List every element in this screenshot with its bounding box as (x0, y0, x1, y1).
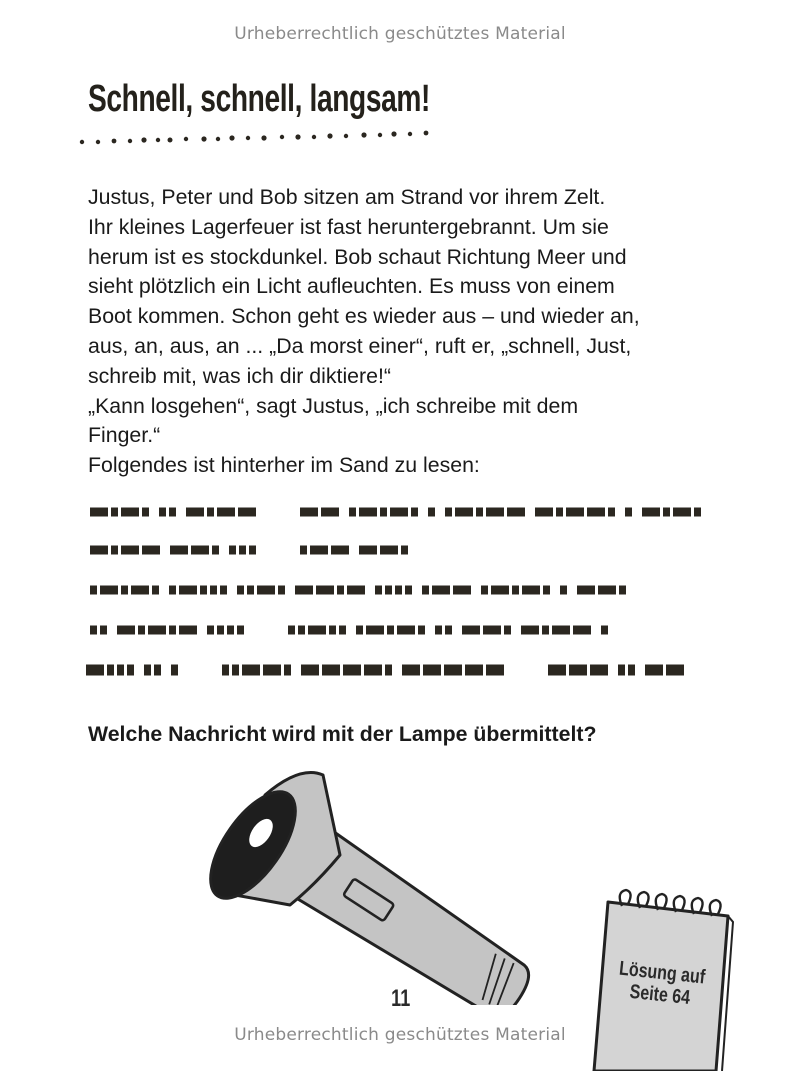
morse-dash (521, 626, 539, 635)
morse-dash (364, 665, 382, 676)
watermark-top: Urheberrechtlich geschütztes Material (234, 24, 566, 44)
morse-dot (169, 626, 176, 635)
story-line: aus, an, aus, an ... „Da morst einer“, ruft er, „schnell, Just, (88, 333, 632, 358)
morse-dot (618, 665, 625, 676)
morse-dot (249, 546, 256, 555)
morse-dot (227, 626, 234, 635)
morse-dash (131, 586, 149, 595)
morse-dot (210, 586, 217, 595)
morse-dot (556, 508, 563, 517)
morse-dash (191, 546, 209, 555)
morse-dash (310, 546, 328, 555)
morse-dash (142, 546, 160, 555)
morse-dash (100, 586, 118, 595)
morse-dash (242, 665, 260, 676)
morse-dash (573, 626, 591, 635)
morse-dot (154, 665, 161, 676)
morse-dot (380, 508, 387, 517)
morse-dot (339, 626, 346, 635)
morse-dot (542, 626, 549, 635)
solution-line: Lösung auf (618, 957, 707, 989)
morse-dash (486, 665, 504, 676)
morse-dash (380, 546, 398, 555)
morse-dash (535, 508, 553, 517)
story-line: sieht plötzlich ein Licht aufleuchten. Es muss von einem (88, 274, 615, 299)
morse-dash (90, 546, 108, 555)
morse-dash (444, 665, 462, 676)
morse-dash (462, 626, 480, 635)
morse-dot (144, 665, 151, 676)
morse-dash (359, 508, 377, 517)
morse-dot (220, 586, 227, 595)
morse-dot (337, 586, 344, 595)
morse-dot (237, 626, 244, 635)
morse-dash (366, 626, 384, 635)
morse-dot (349, 508, 356, 517)
morse-dash (238, 508, 256, 517)
morse-dash (121, 508, 139, 517)
morse-dash (121, 546, 139, 555)
morse-dash (308, 626, 326, 635)
morse-dash (148, 626, 166, 635)
morse-dash (645, 665, 663, 676)
morse-dash (90, 508, 108, 517)
morse-dot (405, 586, 412, 595)
morse-dot (222, 665, 229, 676)
morse-dash (343, 665, 361, 676)
morse-dot (212, 546, 219, 555)
morse-dot (619, 586, 626, 595)
watermark-bottom: Urheberrechtlich geschütztes Material (234, 1025, 566, 1045)
morse-dot (111, 546, 118, 555)
morse-dot (560, 586, 567, 595)
morse-dot (422, 586, 429, 595)
morse-dot (395, 586, 402, 595)
morse-dot (121, 586, 128, 595)
morse-dot (229, 546, 236, 555)
story-line: Ihr kleines Lagerfeuer ist fast heruntergebrannt. Um sie (88, 214, 609, 239)
morse-dot (445, 626, 452, 635)
morse-dash (548, 665, 566, 676)
page-number: 11 (391, 985, 411, 1012)
story-line: schreib mit, was ich dir diktiere!“ (88, 363, 391, 388)
morse-dash (491, 586, 509, 595)
morse-dash (432, 586, 450, 595)
story-line: „Kann losgehen“, sagt Justus, „ich schreibe mit dem (88, 393, 579, 418)
morse-dot (694, 508, 701, 517)
morse-dot (298, 626, 305, 635)
morse-dash (423, 665, 441, 676)
morse-dash (590, 665, 608, 676)
morse-dot (217, 626, 224, 635)
morse-dot (329, 626, 336, 635)
morse-dot (138, 626, 145, 635)
morse-dot (159, 508, 166, 517)
story-line: herum ist es stockdunkel. Bob schaut Richtung Meer und (88, 244, 627, 269)
morse-dot (90, 626, 97, 635)
morse-dash (359, 546, 377, 555)
morse-dot (663, 508, 670, 517)
morse-dot (169, 586, 176, 595)
morse-dash (322, 665, 340, 676)
morse-dash (455, 508, 473, 517)
morse-dash (577, 586, 595, 595)
solution-line: Seite 64 (628, 980, 692, 1010)
question-text: Welche Nachricht wird mit der Lampe übermittelt? (88, 722, 597, 746)
morse-dash (453, 586, 471, 595)
morse-dot (411, 508, 418, 517)
morse-dot (111, 508, 118, 517)
morse-dash (522, 586, 540, 595)
morse-dash (552, 626, 570, 635)
flashlight-icon (195, 765, 545, 1005)
page-title: Schnell, schnell, langsam! (88, 78, 430, 120)
morse-dot (278, 586, 285, 595)
morse-dash (316, 586, 334, 595)
morse-dot (247, 586, 254, 595)
morse-dot (387, 626, 394, 635)
morse-dot (142, 508, 149, 517)
morse-dash (179, 586, 197, 595)
morse-dot (608, 508, 615, 517)
morse-dot (628, 665, 635, 676)
morse-dash (257, 586, 275, 595)
morse-dot (428, 508, 435, 517)
morse-dot (476, 508, 483, 517)
morse-dash (569, 665, 587, 676)
morse-dash (263, 665, 281, 676)
morse-dot (435, 626, 442, 635)
morse-dash (186, 508, 204, 517)
morse-dash (598, 586, 616, 595)
morse-dot (401, 546, 408, 555)
morse-dash (86, 665, 104, 676)
morse-dash (673, 508, 691, 517)
morse-dot (445, 508, 452, 517)
morse-dash (483, 626, 501, 635)
morse-dash (347, 586, 365, 595)
morse-dot (117, 665, 124, 676)
story-line: Folgendes ist hinterher im Sand zu lesen: (88, 453, 480, 478)
morse-dash (397, 626, 415, 635)
morse-dot (504, 626, 511, 635)
story-line: Justus, Peter und Bob sitzen am Strand vor ihrem Zelt. (88, 185, 606, 209)
story-line: Boot kommen. Schon geht es wieder aus – und wieder an, (88, 304, 640, 329)
morse-dash (642, 508, 660, 517)
morse-dot (171, 665, 178, 676)
morse-dot (385, 665, 392, 676)
morse-dot (239, 546, 246, 555)
morse-dot (169, 508, 176, 517)
morse-dash (331, 546, 349, 555)
morse-dot (385, 586, 392, 595)
morse-dash (587, 508, 605, 517)
morse-dot (127, 665, 134, 676)
morse-dash (566, 508, 584, 517)
morse-dot (207, 508, 214, 517)
morse-dot (375, 586, 382, 595)
morse-dot (300, 546, 307, 555)
morse-dash (301, 665, 319, 676)
morse-dash (117, 626, 135, 635)
morse-dash (666, 665, 684, 676)
morse-dot (107, 665, 114, 676)
morse-dot (100, 626, 107, 635)
morse-dot (237, 586, 244, 595)
morse-dash (465, 665, 483, 676)
morse-dot (232, 665, 239, 676)
story-line: Finger.“ (88, 423, 161, 448)
morse-dot (601, 626, 608, 635)
morse-dash (300, 508, 318, 517)
morse-dot (207, 626, 214, 635)
morse-dot (284, 665, 291, 676)
morse-dot (418, 626, 425, 635)
morse-dot (512, 586, 519, 595)
morse-dash (217, 508, 235, 517)
morse-dot (356, 626, 363, 635)
morse-dot (625, 508, 632, 517)
morse-dash (179, 626, 197, 635)
morse-dash (170, 546, 188, 555)
morse-dash (321, 508, 339, 517)
morse-dash (390, 508, 408, 517)
morse-dot (481, 586, 488, 595)
morse-dash (507, 508, 525, 517)
morse-dot (200, 586, 207, 595)
morse-dash (402, 665, 420, 676)
morse-dot (288, 626, 295, 635)
morse-dot (90, 586, 97, 595)
morse-dot (543, 586, 550, 595)
morse-dash (486, 508, 504, 517)
morse-dash (295, 586, 313, 595)
morse-dot (152, 586, 159, 595)
